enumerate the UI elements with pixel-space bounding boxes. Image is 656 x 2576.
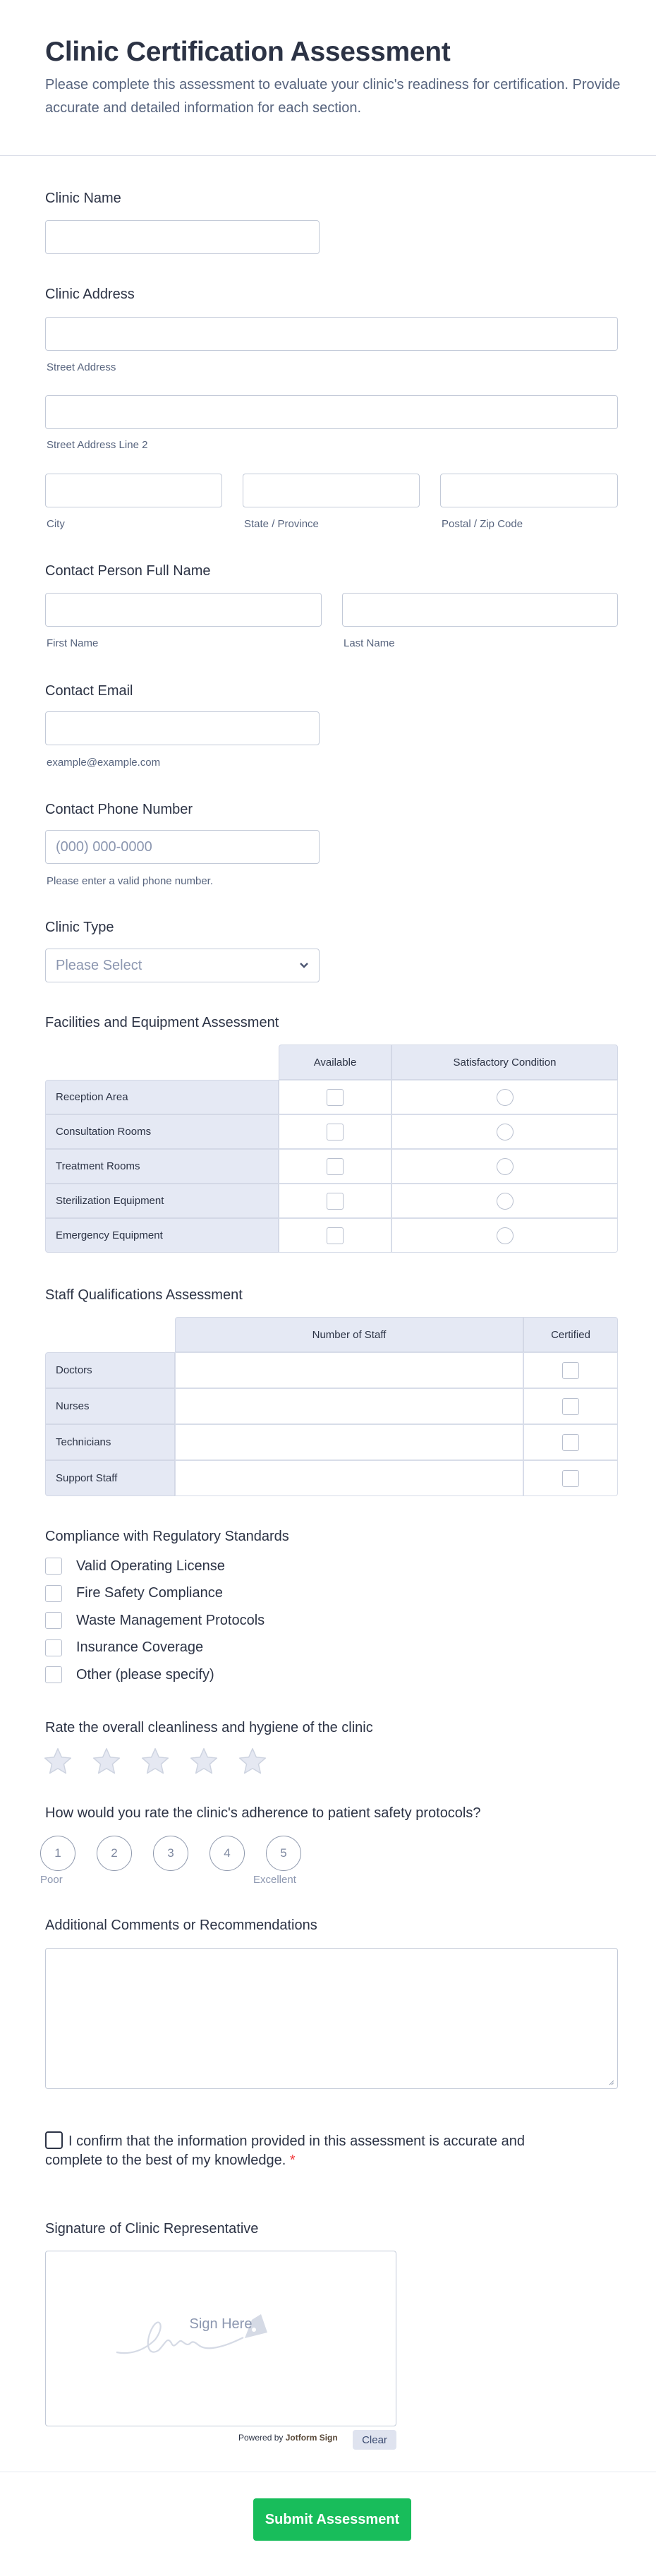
matrix-corner [45, 1317, 175, 1352]
confirm-field [45, 2131, 539, 2170]
email-input[interactable] [45, 711, 320, 745]
certified-checkbox[interactable] [562, 1470, 579, 1487]
cleanliness-label: Rate the overall cleanliness and hygiene of the clinic [45, 1720, 373, 1735]
zip-sublabel: Postal / Zip Code [442, 518, 523, 530]
available-cell [279, 1080, 391, 1114]
facilities-label: Facilities and Equipment Assessment [45, 1015, 279, 1030]
star-icon[interactable] [188, 1746, 219, 1777]
staff-matrix [45, 1317, 618, 1496]
available-cell [279, 1184, 391, 1218]
contact-email-label: Contact Email [45, 683, 133, 699]
resize-handle-icon[interactable] [609, 2080, 614, 2086]
comments-textarea[interactable] [45, 1948, 618, 2089]
submit-button[interactable]: Submit Assessment [253, 2498, 411, 2541]
compliance-option-label: Other (please specify) [76, 1666, 214, 1683]
last-name-input[interactable] [342, 593, 618, 627]
row-label: Treatment Rooms [45, 1149, 279, 1184]
table-row [45, 1460, 618, 1496]
compliance-checkbox[interactable] [45, 1585, 62, 1602]
satisfactory-radio[interactable] [497, 1089, 514, 1106]
clinic-name-label: Clinic Name [45, 191, 121, 206]
page-title: Clinic Certification Assessment [45, 37, 451, 67]
compliance-option[interactable] [45, 1585, 223, 1602]
row-label: Consultation Rooms [45, 1114, 279, 1149]
compliance-option[interactable] [45, 1612, 265, 1629]
row-label: Reception Area [45, 1080, 279, 1114]
column-header-number-of-staff: Number of Staff [175, 1317, 523, 1352]
satisfactory-radio[interactable] [497, 1158, 514, 1175]
star-icon[interactable] [237, 1746, 268, 1777]
city-sublabel: City [47, 518, 65, 530]
compliance-option-label: Waste Management Protocols [76, 1612, 265, 1628]
scale-rating [40, 1836, 301, 1871]
row-label: Emergency Equipment [45, 1218, 279, 1253]
zip-input[interactable] [440, 474, 618, 507]
compliance-option-label: Insurance Coverage [76, 1639, 204, 1655]
clear-signature-button[interactable]: Clear [353, 2430, 396, 2450]
column-header-available: Available [279, 1045, 391, 1080]
compliance-checkbox[interactable] [45, 1612, 62, 1629]
row-label: Nurses [45, 1388, 175, 1424]
table-row [45, 1184, 618, 1218]
first-name-input[interactable] [45, 593, 322, 627]
confirm-text: I confirm that the information provided in this assessment is accurate and complete to the best of my knowledge. [45, 2133, 525, 2168]
signature-label: Signature of Clinic Representative [45, 2221, 259, 2237]
available-checkbox[interactable] [327, 1193, 344, 1210]
satisfactory-cell [391, 1114, 618, 1149]
compliance-checkbox[interactable] [45, 1666, 62, 1683]
row-label: Support Staff [45, 1460, 175, 1496]
last-name-sublabel: Last Name [344, 637, 395, 649]
matrix-corner [45, 1045, 279, 1080]
table-row [45, 1080, 618, 1114]
certified-cell [523, 1460, 618, 1496]
number-of-staff-input[interactable] [175, 1424, 523, 1460]
jotform-sign-brand: Jotform Sign [285, 2433, 338, 2443]
table-row [45, 1352, 618, 1388]
phone-sublabel: Please enter a valid phone number. [47, 875, 213, 887]
row-label: Doctors [45, 1352, 175, 1388]
first-name-sublabel: First Name [47, 637, 99, 649]
certified-checkbox[interactable] [562, 1398, 579, 1415]
available-checkbox[interactable] [327, 1089, 344, 1106]
clinic-type-label: Clinic Type [45, 920, 114, 935]
table-row [45, 1424, 618, 1460]
star-rating [42, 1746, 268, 1777]
scale-option-5[interactable]: 5 [266, 1836, 301, 1871]
clinic-type-select[interactable] [45, 949, 320, 982]
signature-pad[interactable] [45, 2251, 396, 2426]
number-of-staff-input[interactable] [175, 1352, 523, 1388]
number-of-staff-input[interactable] [175, 1388, 523, 1424]
satisfactory-cell [391, 1218, 618, 1253]
email-sublabel: example@example.com [47, 757, 161, 769]
street-address-line2-sublabel: Street Address Line 2 [47, 439, 148, 451]
scale-option-2[interactable]: 2 [97, 1836, 132, 1871]
street-address-line2-input[interactable] [45, 395, 618, 429]
facilities-matrix [45, 1045, 618, 1253]
clinic-address-label: Clinic Address [45, 287, 135, 302]
compliance-label: Compliance with Regulatory Standards [45, 1529, 289, 1544]
state-sublabel: State / Province [244, 518, 319, 530]
scale-option-4[interactable]: 4 [209, 1836, 245, 1871]
column-header-satisfactory: Satisfactory Condition [391, 1045, 618, 1080]
available-checkbox[interactable] [327, 1124, 344, 1140]
available-checkbox[interactable] [327, 1158, 344, 1175]
contact-phone-label: Contact Phone Number [45, 802, 193, 817]
scale-high-label: Excellent [253, 1874, 296, 1886]
available-checkbox[interactable] [327, 1227, 344, 1244]
street-address-input[interactable] [45, 317, 618, 351]
chevron-down-icon [299, 962, 309, 969]
star-icon[interactable] [42, 1746, 73, 1777]
satisfactory-radio[interactable] [497, 1124, 514, 1140]
satisfactory-cell [391, 1184, 618, 1218]
certified-cell [523, 1424, 618, 1460]
certified-cell [523, 1352, 618, 1388]
phone-input[interactable]: (000) 000-0000 [45, 830, 320, 864]
header-divider [0, 155, 656, 156]
page-subtitle: Please complete this assessment to evaluate your clinic's readiness for certification. Provide accurate and detailed information for each section. [45, 77, 621, 116]
contact-name-label: Contact Person Full Name [45, 563, 211, 579]
state-input[interactable] [243, 474, 420, 507]
sign-here-placeholder: Sign Here [189, 2316, 253, 2332]
clinic-name-input[interactable] [45, 220, 320, 254]
comments-label: Additional Comments or Recommendations [45, 1918, 317, 1933]
compliance-option-label: Fire Safety Compliance [76, 1585, 223, 1601]
available-cell [279, 1218, 391, 1253]
satisfactory-radio[interactable] [497, 1193, 514, 1210]
scale-option-3[interactable]: 3 [153, 1836, 188, 1871]
number-of-staff-input[interactable] [175, 1460, 523, 1496]
safety-label: How would you rate the clinic's adherence to patient safety protocols? [45, 1805, 481, 1821]
city-input[interactable] [45, 474, 222, 507]
available-cell [279, 1114, 391, 1149]
satisfactory-cell [391, 1080, 618, 1114]
compliance-checkbox[interactable] [45, 1558, 62, 1575]
certified-checkbox[interactable] [562, 1362, 579, 1379]
table-row [45, 1149, 618, 1184]
table-row [45, 1114, 618, 1149]
compliance-option[interactable] [45, 1639, 203, 1656]
scale-option-1[interactable]: 1 [40, 1836, 75, 1871]
satisfactory-cell [391, 1149, 618, 1184]
satisfactory-radio[interactable] [497, 1227, 514, 1244]
column-header-certified: Certified [523, 1317, 618, 1352]
available-cell [279, 1149, 391, 1184]
powered-by [238, 2433, 338, 2443]
clinic-type-selected: Please Select [56, 957, 142, 973]
compliance-checkbox[interactable] [45, 1639, 62, 1656]
row-label: Sterilization Equipment [45, 1184, 279, 1218]
star-icon[interactable] [140, 1746, 171, 1777]
star-icon[interactable] [91, 1746, 122, 1777]
certified-checkbox[interactable] [562, 1434, 579, 1451]
table-row [45, 1388, 618, 1424]
compliance-option-label: Valid Operating License [76, 1558, 225, 1574]
certified-cell [523, 1388, 618, 1424]
compliance-option[interactable] [45, 1666, 214, 1683]
table-row [45, 1218, 618, 1253]
street-address-sublabel: Street Address [47, 361, 116, 373]
staff-label: Staff Qualifications Assessment [45, 1287, 243, 1303]
row-label: Technicians [45, 1424, 175, 1460]
scale-low-label: Poor [40, 1874, 63, 1886]
confirm-checkbox[interactable] [45, 2131, 63, 2149]
powered-by-text: Powered by [238, 2433, 284, 2443]
required-asterisk: * [289, 2153, 296, 2168]
compliance-option[interactable] [45, 1558, 225, 1575]
